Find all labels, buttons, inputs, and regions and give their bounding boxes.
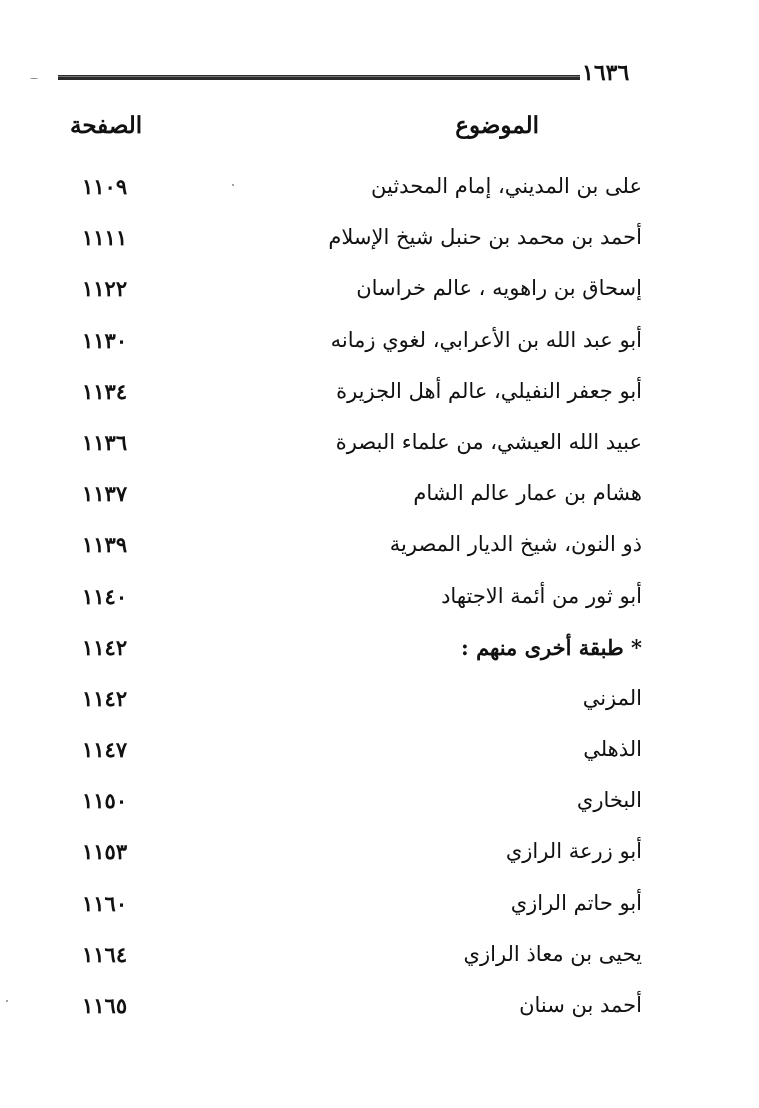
toc-topic: ذو النون، شيخ الديار المصرية — [389, 532, 642, 557]
scan-speck — [232, 184, 234, 186]
toc-row — [0, 475, 759, 526]
toc-topic: على بن المديني، إمام المحدثين — [371, 174, 642, 198]
toc-page: ١١٢٢ — [82, 276, 128, 302]
toc-list — [0, 168, 759, 1038]
toc-topic: المزني — [582, 685, 642, 710]
toc-row — [0, 987, 759, 1038]
toc-page: ١١٣٧ — [82, 481, 128, 507]
toc-page: ١١٣٠ — [82, 327, 128, 353]
toc-row — [0, 219, 759, 270]
toc-page: ١١٤٢ — [82, 685, 128, 711]
toc-row — [0, 885, 759, 936]
header-rule — [58, 75, 580, 80]
toc-page: ١١٦٥ — [82, 993, 128, 1018]
toc-row — [0, 526, 759, 577]
toc-page: ١١٤٢ — [82, 634, 128, 660]
toc-page: ١١٥٠ — [82, 788, 128, 814]
toc-row — [0, 168, 759, 219]
toc-row — [0, 782, 759, 833]
toc-page: ١١٠٩ — [82, 174, 128, 199]
toc-topic: البخاري — [576, 788, 642, 813]
toc-row — [0, 270, 759, 321]
toc-page: ١١٦٠ — [82, 890, 128, 916]
toc-page: ١١٣٤ — [82, 378, 128, 404]
toc-topic: أبو جعفر النفيلي، عالم أهل الجزيرة — [336, 378, 642, 403]
column-header-topic: الموضوع — [455, 112, 539, 139]
toc-topic: أبو ثور من أئمة الاجتهاد — [441, 583, 642, 608]
scan-speck — [6, 1000, 8, 1002]
toc-topic: الذهلي — [583, 737, 642, 762]
toc-page: ١١٦٤ — [82, 941, 128, 967]
toc-topic: أبو حاتم الرازي — [510, 890, 642, 915]
column-header-page: الصفحة — [70, 112, 143, 139]
toc-row — [0, 680, 759, 731]
toc-page: ١١٣٩ — [82, 532, 128, 558]
toc-topic: أحمد بن محمد بن حنبل شيخ الإسلام — [328, 225, 642, 250]
toc-page: ١١٥٣ — [82, 839, 128, 865]
toc-topic: هشام بن عمار عالم الشام — [413, 481, 642, 506]
toc-row — [0, 833, 759, 884]
toc-row — [0, 424, 759, 475]
toc-row — [0, 731, 759, 782]
page-number: ١٦٣٦ — [582, 60, 630, 86]
toc-page: ١١٤٠ — [82, 583, 128, 609]
toc-topic: أبو عبد الله بن الأعرابي، لغوي زمانه — [330, 327, 642, 352]
toc-row — [0, 936, 759, 987]
toc-page: ١١٤٧ — [82, 737, 128, 763]
toc-topic: إسحاق بن راهويه ، عالم خراسان — [356, 276, 642, 301]
toc-topic: أحمد بن سنان — [519, 993, 642, 1017]
toc-row — [0, 373, 759, 424]
scan-speck — [30, 78, 38, 79]
toc-section-heading: * طبقة أخرى منهم : — [461, 634, 642, 660]
toc-topic: عبيد الله العيشي، من علماء البصرة — [335, 429, 642, 454]
toc-topic: أبو زرعة الرازي — [505, 839, 642, 864]
toc-page: ١١٣٦ — [82, 429, 128, 455]
toc-page: ١١١١ — [82, 225, 128, 251]
toc-row — [0, 322, 759, 373]
toc-row — [0, 578, 759, 629]
toc-section-row — [0, 629, 759, 680]
toc-topic: يحيى بن معاذ الرازي — [463, 941, 642, 966]
